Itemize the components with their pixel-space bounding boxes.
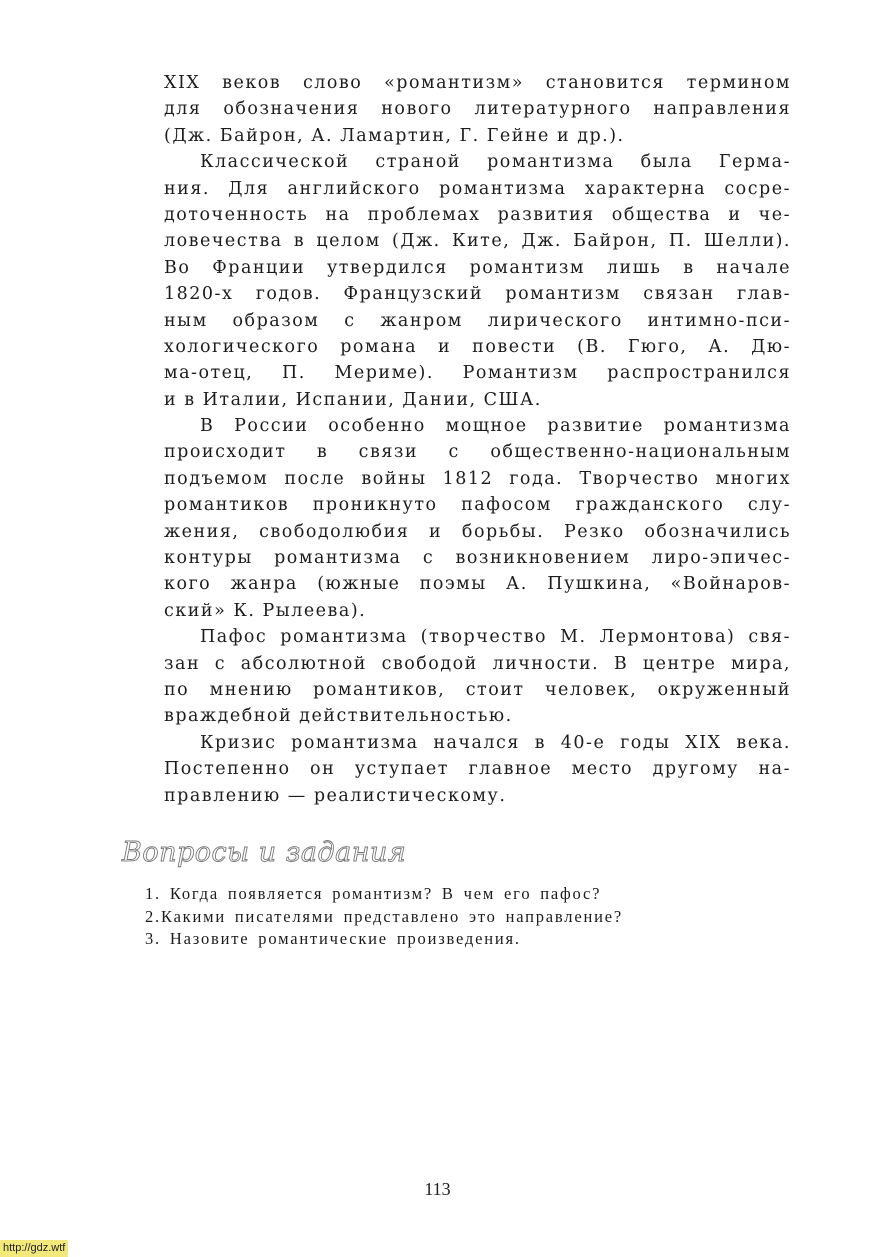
body-text — [164, 70, 791, 809]
paragraph — [164, 413, 791, 624]
text-line: зан с абсолютной свободой личности. В центре мира, — [164, 653, 791, 674]
page-number: 113 — [424, 1179, 451, 1199]
text-line: Кризис романтизма начался в 40-е годы XIX века. — [200, 732, 791, 753]
text-line: Постепенно он уступает главное место другому на- — [164, 759, 791, 780]
watermark-link[interactable]: http://gdz.wtf — [0, 1240, 68, 1257]
question-item: 1. Когда появляется романтизм? В чем его пафос? — [145, 884, 602, 903]
text-line: Классической страной романтизма была Герма- — [200, 152, 791, 173]
text-line: XIX веков слово «романтизм» становится термином — [164, 73, 791, 93]
text-line: ловечества в целом (Дж. Ките, Дж. Байрон, П. Шелли). — [164, 231, 791, 252]
text-line: ния. Для английского романтизма характерна сосре- — [164, 178, 791, 199]
text-line: Во Франции утвердился романтизм лишь в начале — [164, 257, 791, 278]
text-line: ский» К. Рылеева). — [164, 600, 367, 621]
paragraph — [164, 730, 791, 809]
paragraph — [164, 149, 791, 413]
text-line: доточенность на проблемах развития общества и че- — [164, 204, 791, 225]
text-line: враждебной действительностью. — [164, 706, 513, 727]
text-line: подъемом после войны 1812 года. Творчество многих — [164, 468, 791, 489]
text-line: хологического романа и повести (В. Гюго, А. Дю- — [164, 336, 791, 357]
text-line: контуры романтизма с возникновением лиро-эпичес- — [164, 548, 791, 569]
text-line: ным образом с жанром лирического интимно-пси- — [164, 310, 791, 331]
text-line: В России особенно мощное развитие романтизма — [200, 416, 791, 437]
text-line: для обозначения нового литературного направления — [164, 99, 791, 120]
text-line: Пафос романтизма (творчество М. Лермонтова) свя- — [200, 627, 791, 648]
text-line: романтиков проникнуто пафосом гражданского слу- — [164, 495, 791, 516]
questions-heading: Вопросы и задания — [122, 837, 407, 868]
text-line: и в Италии, Испании, Дании, США. — [164, 389, 542, 410]
text-line: кого жанра (южные поэмы А. Пушкина, «Войнаров- — [164, 574, 791, 595]
questions-list — [145, 883, 623, 951]
text-line: (Дж. Байрон, А. Ламартин, Г. Гейне и др.). — [164, 125, 625, 146]
text-line: по мнению романтиков, стоит человек, окруженный — [164, 679, 791, 700]
text-line: правлению — реалистическому. — [164, 785, 507, 806]
text-line: 1820-х годов. Французский романтизм связан глав- — [164, 284, 791, 305]
text-line: происходит в связи с общественно-национальным — [164, 442, 791, 463]
text-line: ма-отец, П. Мериме). Романтизм распространился — [164, 363, 791, 384]
text-line: жения, свободолюбия и борьбы. Резко обозначились — [164, 521, 791, 542]
paragraph — [164, 70, 791, 149]
paragraph — [164, 624, 791, 730]
question-item: 3. Назовите романтические произведения. — [145, 929, 521, 948]
question-item: 2.Какими писателями представлено это направление? — [145, 906, 623, 926]
